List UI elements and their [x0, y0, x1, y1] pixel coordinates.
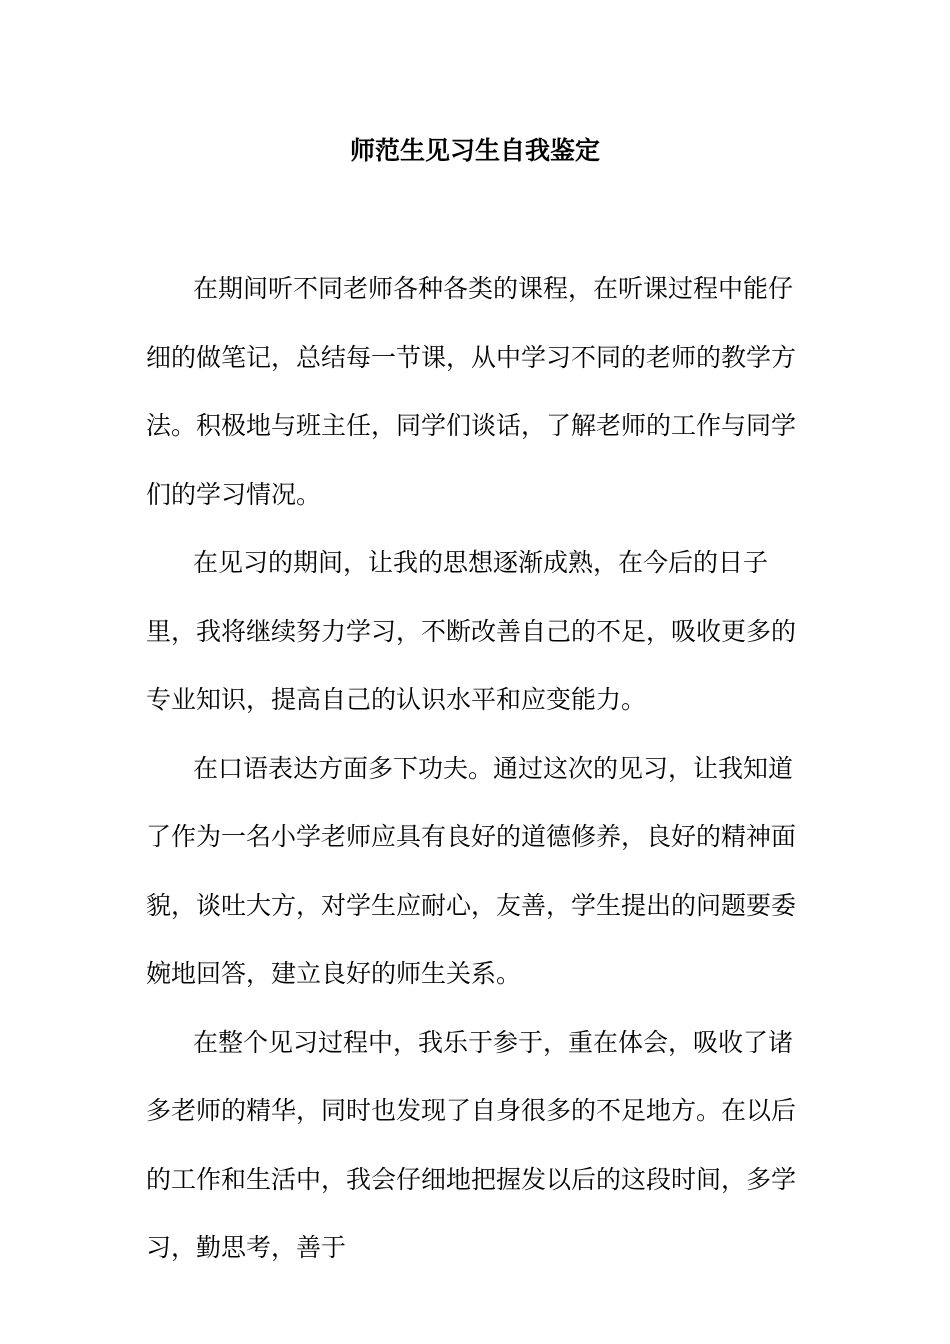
- paragraph: 在期间听不同老师各种各类的课程，在听课过程中能仔细的做笔记，总结每一节课，从中学习不同的老师的教学方法。积极地与班主任，同学们谈话，了解老师的工作与同学们的学习情况。: [146, 274, 797, 509]
- document-body: [146, 255, 810, 1283]
- paragraph: 在口语表达方面多下功夫。通过这次的见习，让我知道了作为一名小学老师应具有良好的道德修养，良好的精神面貌，谈吐大方，对学生应耐心，友善，学生提出的问题要委婉地回答，建立良好的师生关系。: [146, 753, 797, 988]
- paragraph: 在见习的期间，让我的思想逐渐成熟，在今后的日子里，我将继续努力学习，不断改善自己的不足，吸收更多的专业知识，提高自己的认识水平和应变能力。: [146, 548, 797, 714]
- document-title: 师范生见习生自我鉴定: [349, 136, 600, 165]
- paragraph: 在整个见习过程中，我乐于参于，重在体会，吸收了诸多老师的精华，同时也发现了自身很多的不足地方。在以后的工作和生活中，我会仔细地把握发以后的这段时间，多学习，勤思考，善于: [146, 1027, 797, 1262]
